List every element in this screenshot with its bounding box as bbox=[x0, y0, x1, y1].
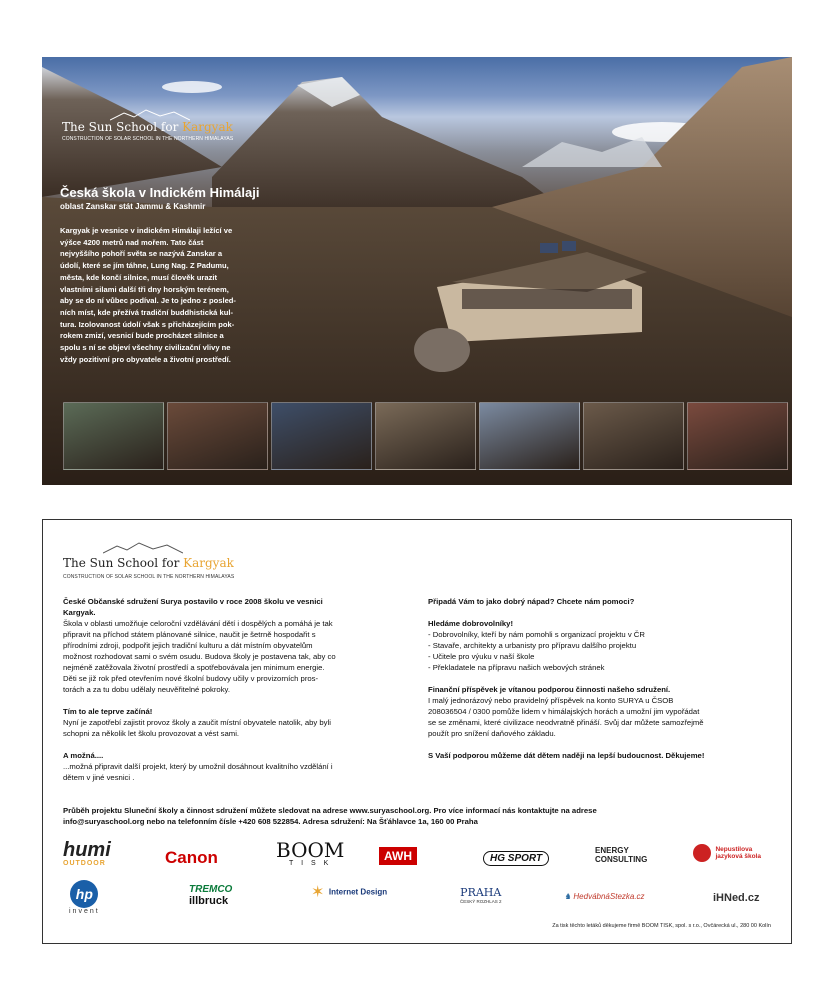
right-column-text bbox=[428, 596, 778, 761]
boom-tisk-logo: BOOM T I S K bbox=[276, 838, 345, 867]
front-subheading: oblast Zanskar stát Jammu & Kashmir bbox=[60, 202, 206, 211]
canon-logo: Canon bbox=[165, 848, 218, 867]
back-side-info-card bbox=[42, 519, 792, 944]
paragraph-line: přírodními zdroji, podpořit jejich tradiční kulturu a dát místním obyvatelům bbox=[63, 641, 313, 650]
front-body-line: ních míst, kde přežívá tradiční buddhistická kul- bbox=[60, 307, 234, 317]
paragraph-line: - Dobrovolníky, kteří by nám pomohli s organizací projektu v ČR bbox=[428, 630, 645, 639]
front-body-line: rokem zmizí, vesnicí bude procházet silnice a bbox=[60, 331, 224, 341]
front-body-line: vlastními silami další tři dny horským terénem, bbox=[60, 284, 229, 294]
paragraph-heading: A možná.... bbox=[63, 751, 104, 760]
front-body-line: města, kde končí silnice, musí člověk urazit bbox=[60, 272, 218, 282]
hedvabna-stezka-logo: ♞ HedvábnáStezka.cz bbox=[564, 892, 645, 901]
paragraph-line bbox=[428, 739, 778, 750]
awh-logo: AWH bbox=[379, 847, 417, 865]
front-logo-mountain-icon bbox=[110, 109, 190, 121]
front-body-line: spolu s ní se objeví všechny civilizační vlivy ne bbox=[60, 343, 231, 353]
photo-thumbnail-strip bbox=[63, 402, 788, 470]
front-body-line: údolí, které se jím táhne, Lung Nag. Z Padumu, bbox=[60, 261, 229, 271]
paragraph-line bbox=[63, 695, 413, 706]
nepustilova-logo: Nepustilova jazyková škola bbox=[693, 844, 765, 862]
ihned-logo: iHNed.cz bbox=[713, 892, 760, 904]
front-logo-subtitle: CONSTRUCTION OF SOLAR SCHOOL IN THE NORTHERN HIMALAYAS bbox=[62, 136, 234, 142]
camel-icon: ♞ bbox=[564, 892, 572, 901]
front-body-text bbox=[60, 225, 310, 365]
front-body-line: Kargyak je vesnice v indickém Himálaji ležící ve bbox=[60, 226, 233, 235]
paragraph-line: ...možná připravit další projekt, který by umožnil dosáhnout kvalitního vzdělání i bbox=[63, 762, 333, 771]
paragraph-line: - Stavaře, architekty a urbanisty pro přípravu dalšího projektu bbox=[428, 641, 637, 650]
contact-footer-text bbox=[63, 805, 778, 827]
back-logo-mountain-icon bbox=[103, 542, 183, 554]
paragraph-heading: Finanční příspěvek je vítanou podporou činnosti našeho sdružení. bbox=[428, 685, 671, 694]
thumbnail-pupils bbox=[687, 402, 788, 470]
paragraph-line bbox=[63, 739, 413, 750]
paragraph-line: možnost rozhodovat sami o svém osudu. Budova školy je postavena tak, aby co bbox=[63, 652, 336, 661]
front-body-line: nejvyššího pohoří světa se nazývá Zanskar a bbox=[60, 249, 223, 259]
thumbnail-construction bbox=[583, 402, 684, 470]
praha-radio-logo: PRAHA ČESKÝ ROZHLAS 2 bbox=[460, 886, 502, 904]
paragraph-line bbox=[428, 673, 778, 684]
print-credit-text: Za tisk těchto letáků děkujeme firmě BOOM TISK, spol. s r.o., Ovčárecká ul., 280 00 Kolín bbox=[552, 923, 771, 929]
paragraph-heading: Tím to ale teprve začíná! bbox=[63, 707, 153, 716]
paragraph-line bbox=[428, 607, 778, 618]
front-logo-title: The Sun School for Kargyak bbox=[62, 120, 233, 134]
thumbnail-village bbox=[63, 402, 164, 470]
paragraph-heading: Hledáme dobrovolníky! bbox=[428, 619, 514, 628]
hg-sport-logo: HG SPORT bbox=[483, 851, 549, 866]
thumbnail-children bbox=[167, 402, 268, 470]
thumbnail-group bbox=[375, 402, 476, 470]
paragraph-line: schopni za několik let školu provozovat a vést sami. bbox=[63, 729, 240, 738]
paragraph-line: se se změnami, které civilizace neodvratně přináší. Svůj dar můžete samozřejmě bbox=[428, 718, 704, 727]
paragraph-line: Nyní je zapotřebí zajistit provoz školy a zaučit místní obyvatele natolik, aby byli bbox=[63, 718, 331, 727]
internet-design-logo: ✶ Internet Design bbox=[311, 884, 388, 901]
paragraph-line: - Učitele pro výuku v naší škole bbox=[428, 652, 535, 661]
paragraph-line: I malý jednorázový nebo pravidelný příspěvek na konto SURYA u ČSOB bbox=[428, 696, 674, 705]
front-side-photo-card bbox=[42, 57, 792, 485]
thumbnail-classroom bbox=[271, 402, 372, 470]
nepustilova-emblem-icon bbox=[693, 844, 711, 862]
front-heading: Česká škola v Indickém Himálaji bbox=[60, 185, 260, 200]
paragraph-line: torách a za tu dobu udělaly neuvěřitelné pokroky. bbox=[63, 685, 230, 694]
paragraph-line: Děti se již rok před otevřením nové školní budovy učily v provizorních pros- bbox=[63, 674, 319, 683]
contact-footer-line: info@suryaschool.org nebo na telefonním čísle +420 608 522854. Adresa sdružení: Na Šťáhlavce 1a, 160 00 Praha bbox=[63, 817, 478, 826]
back-logo-title: The Sun School for Kargyak bbox=[63, 556, 234, 570]
paragraph-heading: S Vaší podporou můžeme dát dětem naději na lepší budoucnost. Děkujeme! bbox=[428, 751, 705, 760]
paragraph-line: - Překladatele na přípravu našich webových stránek bbox=[428, 663, 605, 672]
paragraph-line: připravit na příchod státem plánované silnice, naučit je šetrně hospodařit s bbox=[63, 630, 316, 639]
energy-consulting-logo: ENERGY CONSULTING bbox=[595, 846, 648, 864]
front-body-line: výšce 4200 metrů nad mořem. Tato část bbox=[60, 237, 204, 247]
paragraph-line: Škola v oblasti umožňuje celoroční vzdělávání dětí i dospělých a pomáhá je tak bbox=[63, 619, 333, 628]
paragraph-heading: Připadá Vám to jako dobrý nápad? Chcete nám pomoci? bbox=[428, 597, 635, 606]
paragraph-heading: České Občanské sdružení Surya postavilo v roce 2008 školu ve vesnici bbox=[63, 597, 323, 606]
front-body-line: vždy pozitivní pro obyvatele a životní prostředí. bbox=[60, 354, 231, 364]
front-body-line: aby se do ní vůbec podíval. Je to jedno z posled- bbox=[60, 296, 236, 306]
back-logo-subtitle: CONSTRUCTION OF SOLAR SCHOOL IN THE NORTHERN HIMALAYAS bbox=[63, 574, 235, 580]
contact-footer-line: Průběh projektu Sluneční školy a činnost sdružení můžete sledovat na adrese www.suryaschool.org. Pro více informací nás kontaktujte na adrese bbox=[63, 806, 597, 815]
paragraph-line: 208036504 / 0300 pomůže lidem v himálajských horách a umožní jim vypořádat bbox=[428, 707, 700, 716]
tremco-illbruck-logo: TREMCO illbruck bbox=[189, 884, 233, 907]
paragraph-heading: Kargyak. bbox=[63, 608, 96, 617]
left-column-text bbox=[63, 596, 413, 783]
paragraph-line: nejméně zatěžovala životní prostředí a spotřebovávala jen minimum energie. bbox=[63, 663, 325, 672]
thumbnail-valley bbox=[479, 402, 580, 470]
paragraph-line: použít pro snížení daňového základu. bbox=[428, 729, 556, 738]
front-body-line: tura. Izolovanost údolí však s přicházejícím pok- bbox=[60, 319, 235, 329]
internet-design-star-icon: ✶ bbox=[311, 884, 325, 901]
hp-invent-logo: hp invent bbox=[69, 880, 100, 915]
paragraph-line: dětem v jiné vesnici . bbox=[63, 773, 135, 782]
humi-outdoor-logo: humi OUTDOOR bbox=[63, 839, 111, 867]
